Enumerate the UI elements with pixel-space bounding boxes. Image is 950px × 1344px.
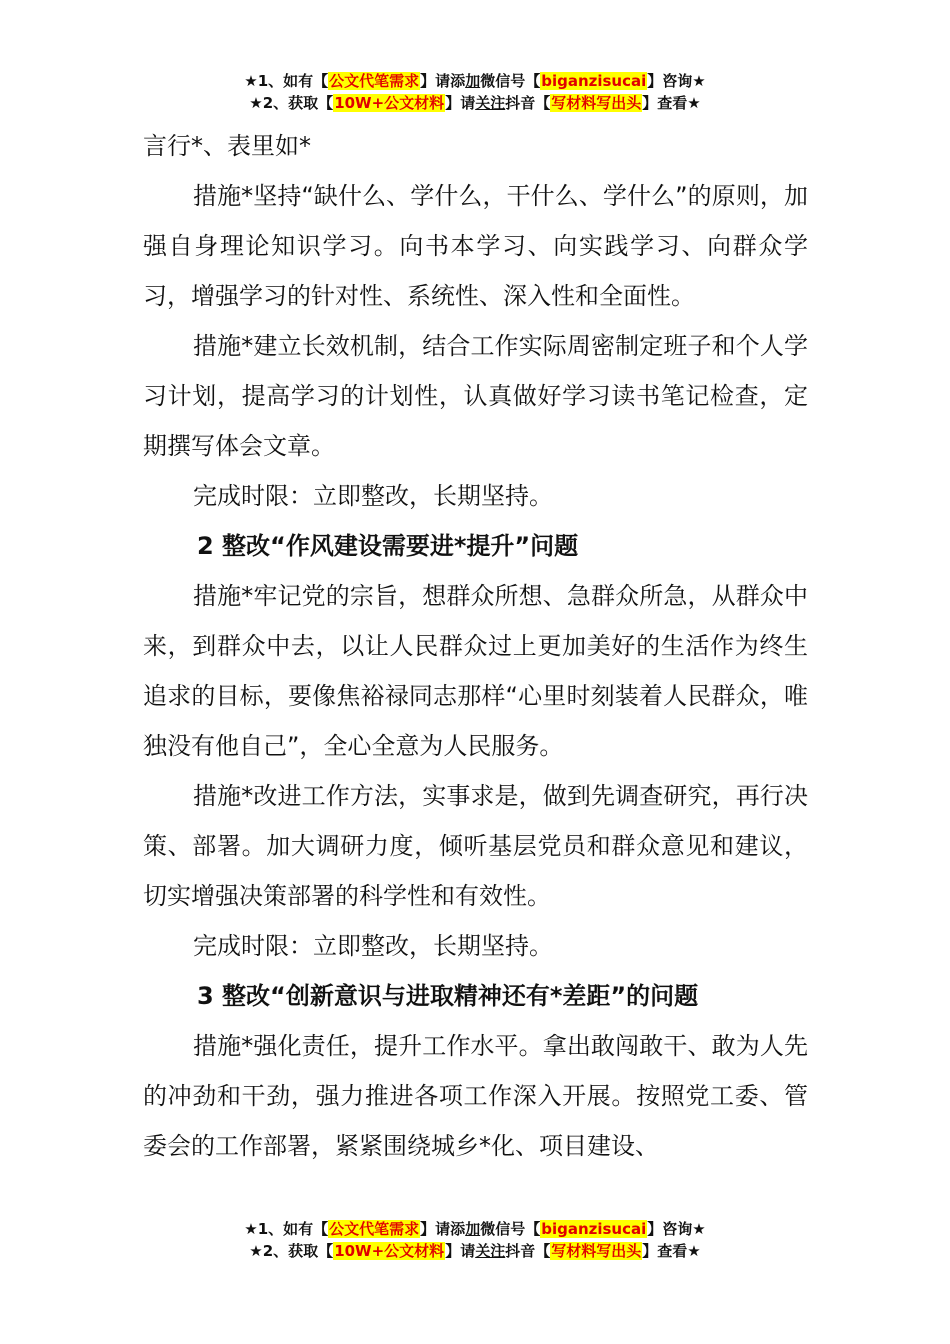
- paragraph-measure: 措施*改进工作方法，实事求是，做到先调查研究，再行决策、部署。加大调研力度，倾听基层党员和群众意见和建议，切实增强决策部署的科学性和有效性。: [143, 782, 808, 910]
- highlight-text: 写材料写出头: [551, 94, 642, 112]
- section-heading: 3 整改“创新意识与进取精神还有*差距”的问题: [197, 982, 699, 1010]
- paragraph-measure: 措施*牢记党的宗旨，想群众所想、急群众所急，从群众中来，到群众中去，以让人民群众过上更加美好的生活作为终生追求的目标，要像焦裕禄同志那样“心里时刻装着人民群众，唯独没有他自己”，全心全意为人民服务。: [143, 582, 808, 760]
- highlight-text: biganzisucai: [541, 72, 647, 90]
- highlight-text: biganzisucai: [541, 1220, 647, 1238]
- banner-line-2: ★2、获取【10W+公文材料】请关注抖音【写材料写出头】查看★: [249, 94, 701, 112]
- highlight-text: 写材料写出头: [551, 1242, 642, 1260]
- banner-line-1: ★1、如有【公文代笔需求】请添加微信号【biganzisucai】咨询★: [244, 72, 706, 90]
- section-heading: 2 整改“作风建设需要进*提升”问题: [197, 532, 579, 560]
- highlight-text: 10W+公文材料: [334, 1242, 445, 1260]
- paragraph-deadline: 完成时限：立即整改，长期坚持。: [193, 482, 553, 510]
- footer-banner: [0, 1218, 950, 1262]
- highlight-text: 公文代笔需求: [329, 1220, 420, 1238]
- paragraph-measure: 措施*建立长效机制，结合工作实际周密制定班子和个人学习计划，提高学习的计划性，认真做好学习读书笔记检查，定期撰写体会文章。: [143, 332, 808, 460]
- paragraph-continued: 言行*、表里如*: [143, 132, 311, 160]
- highlight-text: 公文代笔需求: [329, 72, 420, 90]
- paragraph-measure: 措施*坚持“缺什么、学什么，干什么、学什么”的原则，加强自身理论知识学习。向书本学习、向实践学习、向群众学习，增强学习的针对性、系统性、深入性和全面性。: [143, 182, 808, 310]
- banner-line-2: ★2、获取【10W+公文材料】请关注抖音【写材料写出头】查看★: [249, 1242, 701, 1260]
- paragraph-deadline: 完成时限：立即整改，长期坚持。: [193, 932, 553, 960]
- highlight-text: 10W+公文材料: [334, 94, 445, 112]
- paragraph-measure: 措施*强化责任，提升工作水平。拿出敢闯敢干、敢为人先的冲劲和干劲，强力推进各项工作深入开展。按照党工委、管委会的工作部署，紧紧围绕城乡*化、项目建设、: [143, 1032, 808, 1160]
- header-banner: [0, 70, 950, 114]
- document-body: [143, 121, 808, 1171]
- banner-line-1: ★1、如有【公文代笔需求】请添加微信号【biganzisucai】咨询★: [244, 1220, 706, 1238]
